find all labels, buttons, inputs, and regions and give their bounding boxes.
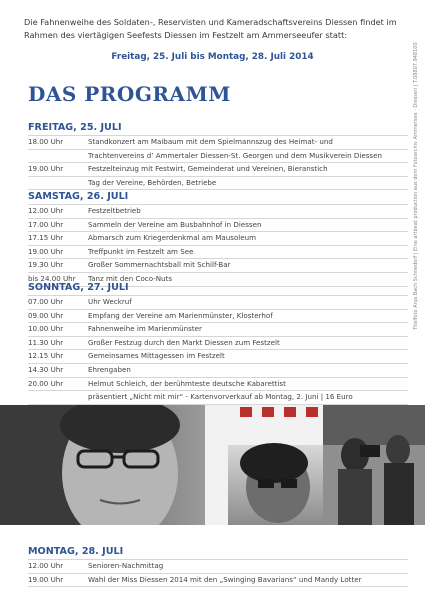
schedule-row (28, 363, 408, 377)
group-photo-right (323, 405, 425, 525)
schedule-row (28, 309, 408, 323)
event-desc: Wahl der Miss Diessen 2014 mit den „Swinging Bavarians“ und Mandy Lotter (88, 574, 362, 584)
event-desc: Sammeln der Vereine am Busbahnhof in Diessen (88, 219, 262, 229)
event-time: 20.00 Uhr (28, 378, 64, 388)
event-time: 07.00 Uhr (28, 297, 64, 306)
event-desc: Helmut Schleich, der berühmteste deutsche Kabarettist (88, 378, 286, 388)
event-time (28, 391, 88, 404)
event-time: 19.00 Uhr (28, 164, 64, 174)
event-desc: Treffpunkt im Festzelt am See (88, 246, 194, 256)
schedule-row (28, 135, 408, 149)
event-time: 19.00 Uhr (28, 246, 64, 256)
day-title-monday: MONTAG, 28. JULI (28, 546, 124, 557)
event-desc: Fahnenweihe im Marienmünster (88, 324, 202, 334)
photo-collage (0, 405, 425, 525)
event-time: 17.00 Uhr (28, 219, 64, 229)
day-title-sunday: SONNTAG, 27. JULI (28, 282, 129, 293)
event-time (28, 177, 88, 190)
schedule-row (28, 176, 408, 191)
event-desc: Festzeltbetrieb (88, 206, 141, 215)
event-time: 12.15 Uhr (28, 351, 64, 361)
schedule-row (28, 162, 408, 176)
schedule-row (28, 149, 408, 163)
event-time: 09.00 Uhr (28, 310, 64, 320)
program-heading: DAS PROGRAMM (28, 82, 231, 106)
schedule-row (28, 322, 408, 336)
event-desc: Tag der Vereine, Behörden, Betriebe (88, 177, 217, 187)
event-time: 12.00 Uhr (28, 561, 64, 570)
event-time: bis 24.00 Uhr (28, 273, 76, 283)
schedule-row (28, 218, 408, 232)
event-desc: Großer Festzug durch den Markt Diessen zum Festzelt (88, 337, 280, 347)
event-desc: Senioren-Nachmittag (88, 561, 164, 570)
event-desc: präsentiert „Nicht mit mir“ - Kartenvorverkauf ab Montag, 2. Juni | 16 Euro (88, 392, 353, 402)
event-time: 12.00 Uhr (28, 206, 64, 215)
day-title-friday: FREITAG, 25. JULI (28, 122, 122, 133)
photo-credit: Titelfoto Anja Bach Schnedorf | Eine artbeat production aus dem Fotoarchiv Ammersee · Diessen | T.08807.948100 (413, 42, 419, 330)
schedule-row (28, 377, 408, 391)
event-desc: Gemeinsames Mittagessen im Festzelt (88, 351, 225, 361)
schedule-row (28, 231, 408, 245)
schedule-row (28, 295, 408, 309)
event-desc: Ehrengaben (88, 364, 131, 374)
event-desc: Uhr Weckruf (88, 297, 132, 306)
friday-schedule (28, 135, 408, 190)
monday-schedule (28, 559, 408, 587)
event-desc: Trachtenvereins d’ Ammertaler Diessen-St. Georgen und dem Musikverein Diessen (88, 150, 382, 160)
schedule-row (28, 349, 408, 363)
event-time: 19.00 Uhr (28, 574, 64, 584)
schedule-row (28, 204, 408, 218)
schedule-row (28, 258, 408, 272)
event-time: 17.15 Uhr (28, 233, 64, 243)
day-title-saturday: SAMSTAG, 26. JULI (28, 191, 129, 202)
event-desc: Festzelteinzug mit Festwirt, Gemeinderat und Vereinen, Bieranstich (88, 164, 328, 174)
portrait-photo-left (0, 405, 205, 525)
event-time: 14.30 Uhr (28, 364, 64, 374)
portrait-photo-middle (228, 443, 323, 525)
event-desc: Großer Sommernachtsball mit Schilf-Bar (88, 260, 231, 270)
event-desc: Standkonzert am Maibaum mit dem Spielmannszug des Heimat- und (88, 137, 333, 146)
event-time (28, 150, 88, 163)
event-time: 19.30 Uhr (28, 260, 64, 270)
event-desc: Abmarsch zum Kriegerdenkmal am Mausoleum (88, 233, 257, 243)
schedule-row (28, 336, 408, 350)
sunday-schedule (28, 295, 408, 418)
photo-strip (0, 405, 425, 525)
event-time: 18.00 Uhr (28, 137, 64, 146)
schedule-row (28, 573, 408, 588)
schedule-row (28, 559, 408, 573)
event-desc: Tanz mit den Coco-Nuts (88, 273, 173, 283)
saturday-schedule (28, 204, 408, 287)
date-range: Freitag, 25. Juli bis Montag, 28. Juli 2014 (111, 52, 314, 62)
intro-text: Die Fahnenweihe des Soldaten-, Reservisten und Kameradschaftsvereins Diessen findet im Rahmen des viertägigen Seefests Diessen im Festzelt am Ammerseeufer statt: (24, 17, 397, 40)
event-desc: Empfang der Vereine am Marienmünster, Klosterhof (88, 310, 273, 320)
schedule-row (28, 245, 408, 259)
event-time: 10.00 Uhr (28, 324, 64, 334)
event-time: 11.30 Uhr (28, 337, 64, 347)
schedule-row (28, 390, 408, 404)
